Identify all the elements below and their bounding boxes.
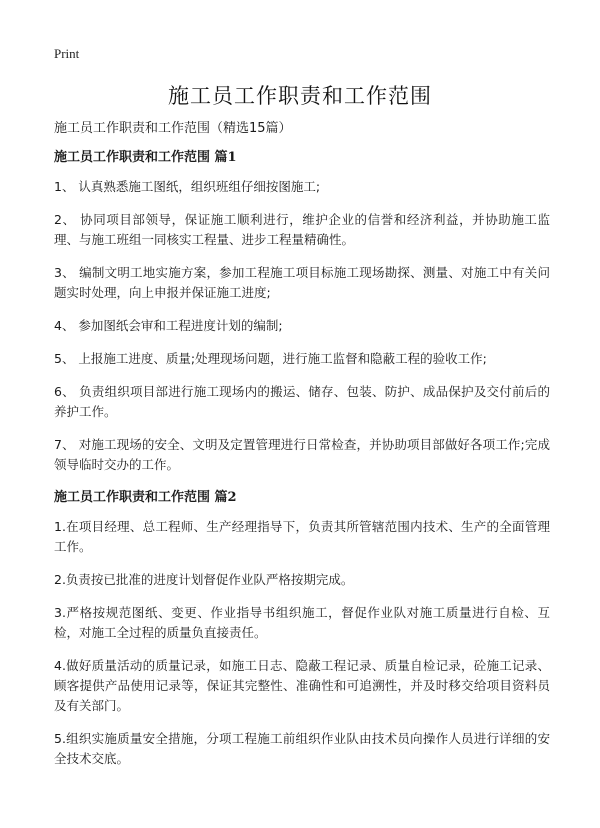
document-subtitle: 施工员工作职责和工作范围（精选15篇） — [54, 121, 292, 136]
document-body — [54, 119, 550, 782]
paragraph: 4.做好质量活动的质量记录，如施工日志、隐蔽工程记录、质量自检记录，砼施工记录、顾客提供产品使用记录等，保证其完整性、准确性和可追溯性，并及时移交给项目资料员及有关部门。 — [54, 658, 550, 713]
paragraph: 7、 对施工现场的安全、文明及定置管理进行日常检查，并协助项目部做好各项工作;完成领导临时交办的工作。 — [54, 437, 550, 472]
page-title: 施工员工作职责和工作范围 — [168, 84, 432, 108]
section-1 — [54, 148, 550, 475]
paragraph: 4、 参加图纸会审和工程进度计划的编制; — [54, 318, 283, 333]
section-2 — [54, 488, 550, 769]
paragraph: 2.负责按已批准的进度计划督促作业队严格按期完成。 — [54, 572, 354, 587]
paragraph: 5.组织实施质量安全措施，分项工程施工前组织作业队由技术员向操作人员进行详细的安全技术交底。 — [54, 731, 550, 766]
section-heading: 施工员工作职责和工作范围 篇2 — [54, 490, 237, 505]
paragraph: 6、 负责组织项目部进行施工现场内的搬运、储存、包装、防护、成品保护及交付前后的养护工作。 — [54, 384, 550, 419]
print-link[interactable]: Print — [54, 46, 80, 61]
paragraph: 1.在项目经理、总工程师、生产经理指导下，负责其所管辖范围内技术、生产的全面管理工作。 — [54, 519, 550, 554]
section-heading: 施工员工作职责和工作范围 篇1 — [54, 150, 237, 165]
paragraph: 5、 上报施工进度、质量;处理现场问题，进行施工监督和隐蔽工程的验收工作; — [54, 351, 487, 366]
paragraph: 2、 协同项目部领导，保证施工顺利进行，维护企业的信誉和经济利益，并协助施工监理、与施工班组一同核实工程量、进步工程量精确性。 — [54, 212, 550, 247]
paragraph: 1、 认真熟悉施工图纸，组织班组仔细按图施工; — [54, 179, 321, 194]
paragraph: 3、 编制文明工地实施方案，参加工程施工项目标施工现场勘探、测量、对施工中有关问题实时处理，向上申报并保证施工进度; — [54, 265, 550, 300]
paragraph: 3.严格按规范图纸、变更、作业指导书组织施工，督促作业队对施工质量进行自检、互检，对施工全过程的质量负直接责任。 — [54, 605, 550, 640]
